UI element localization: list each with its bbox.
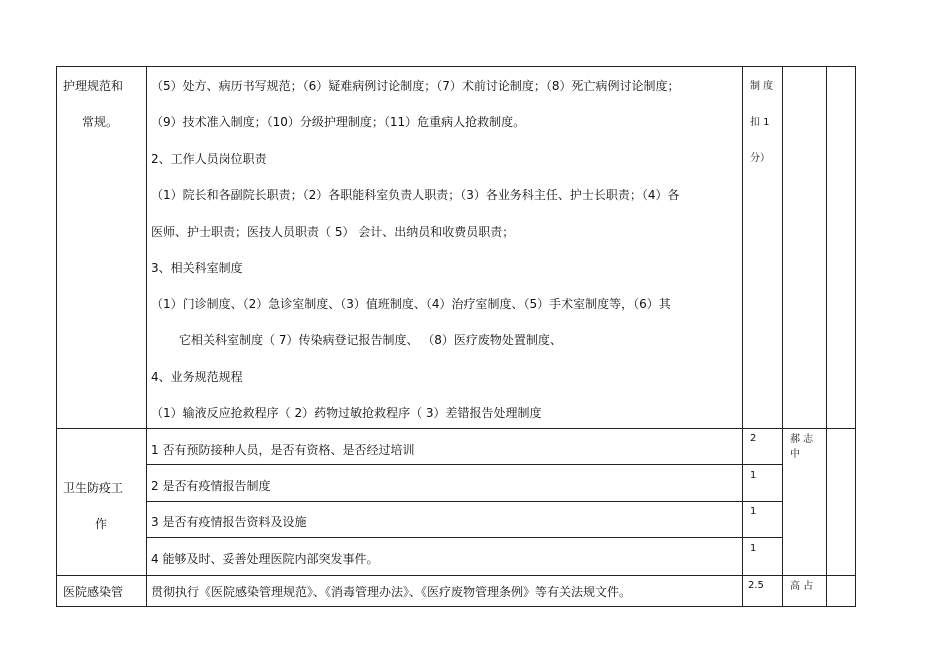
section1-line-8: 它相关科室制度（ 7）传染病登记报告制度、 （8）医疗废物处置制度、 [179, 333, 562, 347]
section2-category-line1: 卫生防疫工 [63, 481, 124, 495]
row-border-top [56, 66, 856, 67]
section1-line-10: （1）输液反应抢救程序（ 2）药物过敏抢救程序（ 3）差错报告处理制度 [151, 406, 542, 420]
section3-note: 高 占 [790, 581, 814, 592]
section1-line-9: 4、业务规范规程 [151, 370, 243, 384]
section1-score-note-2: 扣 1 [750, 117, 770, 128]
col-border-content [742, 66, 743, 607]
section2-note-line2: 中 [790, 449, 800, 460]
row-border-item3 [146, 501, 782, 502]
section2-score-2: 1 [750, 470, 757, 481]
section3-score: 2.5 [748, 580, 764, 591]
row-border-item2 [146, 464, 782, 465]
section2-item-2: 2 是否有疫情报告制度 [151, 479, 271, 493]
section1-line-7: （1）门诊制度、（2）急诊室制度、（3）值班制度、（4）治疗室制度、（5）手术室制度等，（6）其 [151, 297, 671, 311]
section3-category: 医院感染管 [63, 585, 124, 599]
section1-category-line2: 常规。 [82, 115, 119, 129]
section3-content: 贯彻执行《医院感染管理规范》、《消毒管理办法》、《医疗废物管理条例》等有关法规文件。 [151, 585, 632, 599]
section1-line-5: 医师、护士职责；医技人员职责（ 5） 会计、出纳员和收费员职责； [151, 225, 515, 239]
section2-item-3: 3 是否有疫情报告资料及设施 [151, 515, 307, 529]
col-border-note [826, 66, 827, 607]
section2-score-3: 1 [750, 506, 757, 517]
section2-note-line1: 郝 志 [790, 434, 814, 445]
section2-score-4: 1 [750, 543, 757, 554]
row-border-section2-top [56, 428, 856, 429]
section1-category-line1: 护理规范和 [63, 79, 124, 93]
col-border-right [855, 66, 856, 607]
section1-line-2: （9）技术准入制度；（10）分级护理制度；（11）危重病人抢救制度。 [151, 115, 526, 129]
col-border-left [56, 66, 57, 607]
section2-category-line2: 作 [95, 517, 108, 531]
row-border-section3-top [56, 575, 856, 576]
section1-line-4: （1）院长和各副院长职责；（2）各职能科室负责人职责；（3）各业务科主任、护士长职责；（4）各 [151, 188, 680, 202]
section2-item-1: 1 否有预防接种人员，是否有资格、是否经过培训 [151, 443, 415, 457]
row-border-item4 [146, 537, 782, 538]
section2-score-1: 2 [750, 433, 757, 444]
section1-line-1: （5）处方、病历书写规范；（6）疑难病例讨论制度；（7）术前讨论制度；（8）死亡病例讨论制度； [151, 79, 680, 93]
row-border-bottom [56, 606, 856, 607]
section1-line-3: 2、工作人员岗位职责 [151, 152, 267, 166]
col-border-category [146, 66, 147, 607]
col-border-score [782, 66, 783, 607]
section1-score-note-3: 分） [750, 153, 770, 164]
section2-item-4: 4 能够及时、妥善处理医院内部突发事件。 [151, 552, 379, 566]
section1-score-note-1: 制 度 [750, 81, 774, 92]
section1-line-6: 3、相关科室制度 [151, 261, 243, 275]
